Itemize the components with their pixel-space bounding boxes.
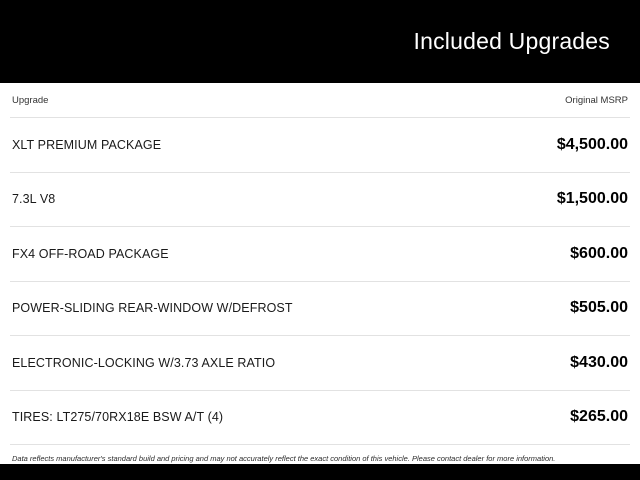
upgrade-name: 7.3L V8 [12,192,56,207]
table-row [10,172,630,227]
upgrade-name: ELECTRONIC-LOCKING W/3.73 AXLE RATIO [12,355,276,370]
table-row [10,281,630,336]
upgrades-content [0,83,640,464]
table-row [10,117,630,172]
table-column-headers [10,83,630,117]
column-header-upgrade: Upgrade [12,94,49,106]
table-row [10,226,630,281]
upgrade-price: $600.00 [570,244,628,262]
upgrade-name: TIRES: LT275/70RX18E BSW A/T (4) [12,410,224,425]
upgrade-price: $1,500.00 [556,190,628,208]
upgrade-price: $505.00 [570,299,628,317]
table-row [10,335,630,390]
upgrade-price: $265.00 [570,408,628,426]
upgrade-price: $4,500.00 [556,135,628,153]
upgrade-name: POWER-SLIDING REAR-WINDOW W/DEFROST [12,301,293,316]
upgrades-table [10,117,630,444]
page-title: Included Upgrades [413,27,610,54]
table-row [10,390,630,445]
upgrade-name: XLT PREMIUM PACKAGE [12,137,162,152]
upgrade-price: $430.00 [570,353,628,371]
page-header [0,0,640,83]
upgrade-name: FX4 OFF-ROAD PACKAGE [12,246,169,261]
footer-bar [0,464,640,480]
disclaimer-text: Data reflects manufacturer's standard build and pricing and may not accurately reflect the exact condition of this vehicle. Please contact dealer for more information. [10,444,630,464]
column-header-msrp: Original MSRP [565,94,628,106]
